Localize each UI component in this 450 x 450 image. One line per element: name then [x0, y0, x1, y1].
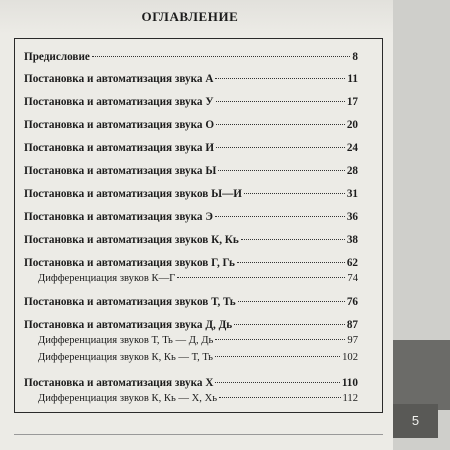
dot-leader: [215, 78, 345, 79]
page-number: 5: [393, 404, 438, 438]
dot-leader: [234, 324, 345, 325]
side-tab-shadow: [393, 340, 450, 410]
toc-entry-label: Дифференциация звуков Т, Ть — Д, Дь: [38, 335, 214, 346]
dot-leader: [219, 397, 340, 398]
dot-leader: [215, 356, 340, 357]
toc-entry-page: 76: [346, 296, 358, 308]
toc-entry-label: Дифференциация звуков К, Кь — Т, Ть: [38, 352, 214, 363]
toc-entry-page: 102: [342, 352, 358, 363]
toc-list: [24, 50, 358, 407]
toc-entry: [24, 164, 358, 178]
toc-entry-label: Постановка и автоматизация звука А: [24, 73, 214, 85]
toc-entry-page: 31: [346, 188, 358, 200]
toc-entry-page: 87: [346, 319, 358, 331]
toc-entry-page: 36: [346, 211, 358, 223]
toc-entry: [24, 318, 358, 332]
dot-leader: [215, 216, 345, 217]
toc-entry-label: Постановка и автоматизация звуков Т, Ть: [24, 296, 236, 308]
toc-entry-page: 97: [347, 335, 358, 346]
toc-entry: [24, 210, 358, 224]
toc-entry-label: Постановка и автоматизация звука Д, Дь: [24, 319, 233, 331]
dot-leader: [215, 382, 339, 383]
toc-subentry: [24, 391, 358, 407]
toc-entry-page: 38: [346, 234, 358, 246]
toc-entry: [24, 295, 358, 309]
dot-leader: [216, 101, 345, 102]
toc-entry-page: 24: [346, 142, 358, 154]
toc-entry-label: Постановка и автоматизация звука У: [24, 96, 214, 108]
toc-entry: [24, 233, 358, 247]
toc-entry-label: Постановка и автоматизация звука Х: [24, 377, 214, 389]
toc-entry-page: 17: [346, 96, 358, 108]
toc-entry: [24, 141, 358, 155]
toc-title: ОГЛАВЛЕНИЕ: [141, 9, 239, 24]
toc-entry-page: 28: [346, 165, 358, 177]
toc-entry-label: Дифференциация звуков К, Кь — Х, Хь: [38, 393, 218, 404]
toc-entry-page: 62: [346, 257, 358, 269]
dot-leader: [216, 124, 345, 125]
dot-leader: [177, 277, 345, 278]
dot-leader: [237, 262, 345, 263]
toc-entry-page: 112: [342, 393, 358, 404]
toc-subentry: [24, 333, 358, 349]
toc-entry-page: 20: [346, 119, 358, 131]
toc-entry: [24, 187, 358, 201]
toc-entry-label: Постановка и автоматизация звука О: [24, 119, 215, 131]
toc-entry: [24, 72, 358, 86]
toc-subentry: [24, 350, 358, 366]
toc-entry-page: 8: [352, 51, 358, 63]
toc-entry-label: Постановка и автоматизация звуков К, Кь: [24, 234, 239, 246]
toc-entry-page: 11: [347, 73, 358, 85]
toc-entry-page: 74: [347, 273, 358, 284]
dot-leader: [241, 239, 345, 240]
toc-entry-page: 110: [341, 377, 358, 389]
toc-entry-label: Постановка и автоматизация звуков Ы—И: [24, 188, 242, 200]
toc-entry: [24, 118, 358, 132]
dot-leader: [216, 147, 345, 148]
toc-entry-label: Предисловие: [24, 51, 90, 63]
toc-entry: [24, 50, 358, 64]
dot-leader: [238, 301, 345, 302]
toc-subentry: [24, 271, 358, 287]
toc-entry: [24, 95, 358, 109]
toc-entry-label: Дифференциация звуков К—Г: [38, 273, 176, 284]
toc-entry: [24, 256, 358, 270]
dot-leader: [218, 170, 345, 171]
toc-entry-label: Постановка и автоматизация звука Э: [24, 211, 213, 223]
dot-leader: [244, 193, 345, 194]
toc-entry: [24, 376, 358, 390]
bottom-rule: [14, 434, 383, 435]
toc-entry-label: Постановка и автоматизация звука И: [24, 142, 215, 154]
dot-leader: [92, 56, 351, 57]
toc-entry-label: Постановка и автоматизация звуков Г, Гь: [24, 257, 235, 269]
toc-entry-label: Постановка и автоматизация звука Ы: [24, 165, 217, 177]
dot-leader: [215, 339, 345, 340]
side-tab: [393, 0, 450, 450]
